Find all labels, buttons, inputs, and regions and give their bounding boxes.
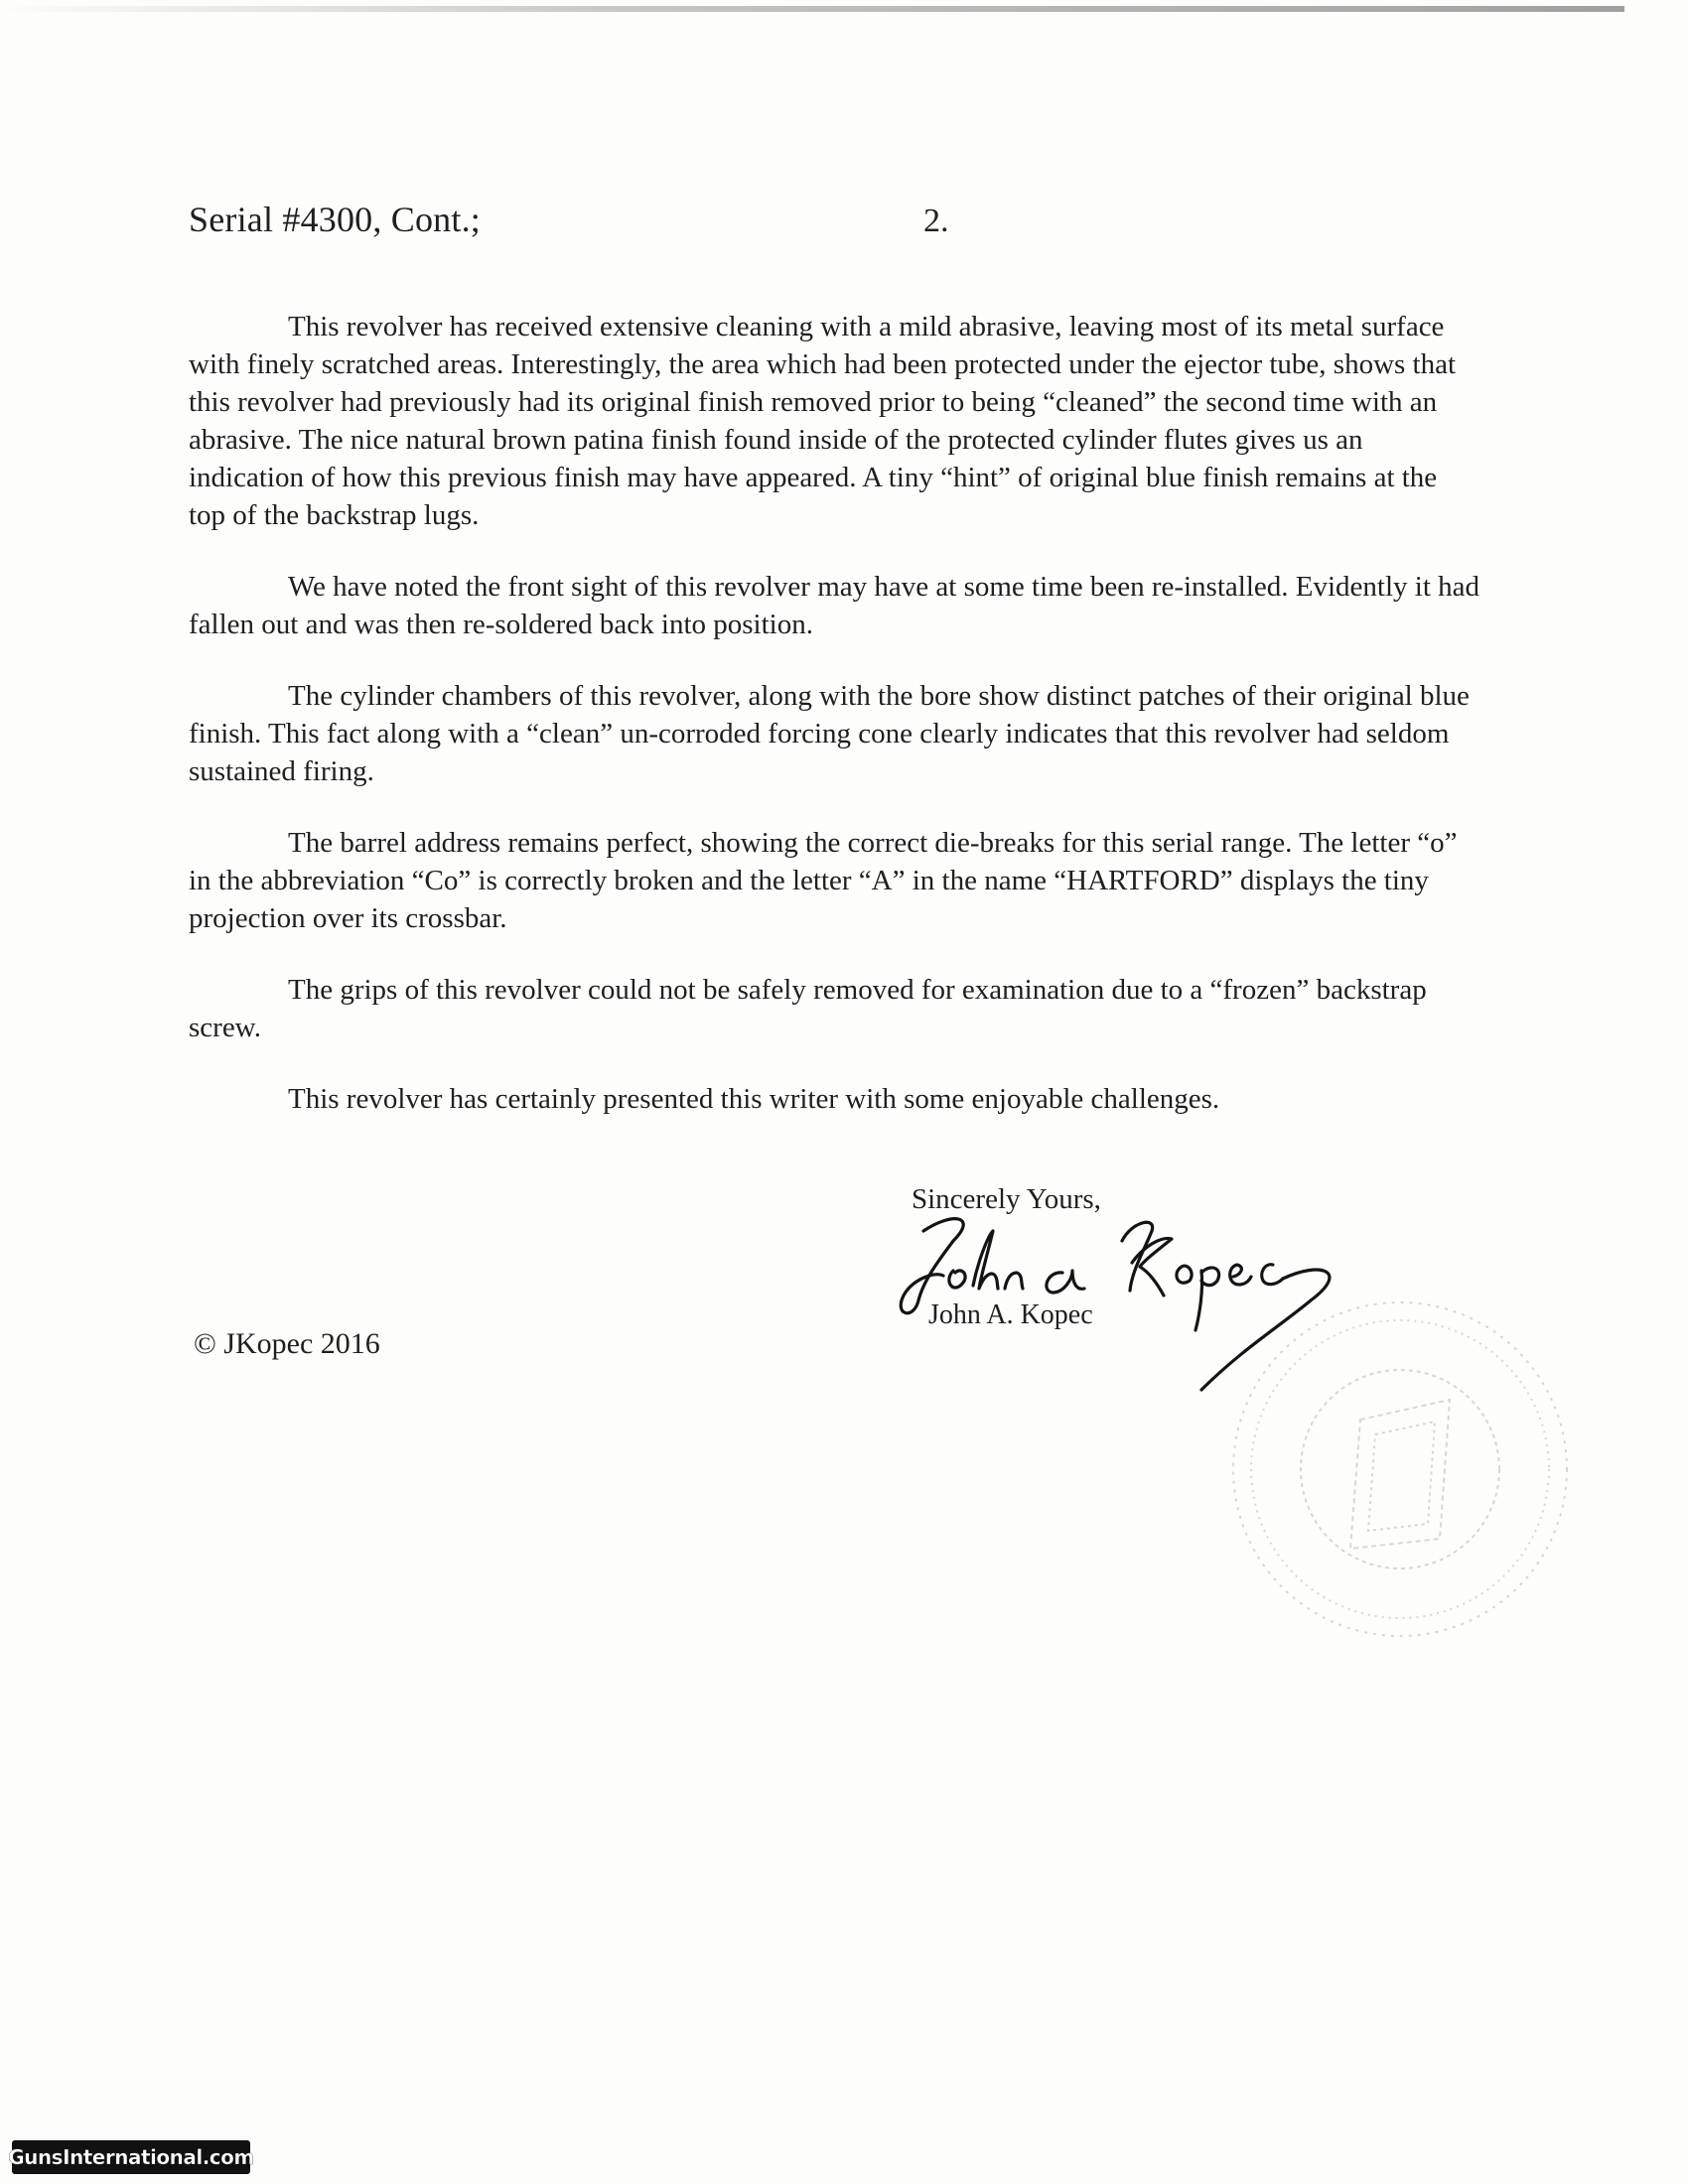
scan-edge-shadow (0, 6, 1624, 12)
paragraph-barrel-address: The barrel address remains perfect, showing the correct die-breaks for this serial range. The letter “o” in the abbreviation “Co” is correctly broken and the letter “A” in the name “HARTFORD” displays the tiny projection over its crossbar. (189, 827, 1458, 934)
signer-name: John A. Kopec (928, 1299, 1093, 1330)
closing-salutation: Sincerely Yours, (912, 1183, 1101, 1215)
paragraph-cleaning: This revolver has received extensive cleaning with a mild abrasive, leaving most of its metal surface with finely scratched areas. Interestingly, the area which had been protected under the ejector tube, shows that this revolver had previously had its original finish removed prior to being “cleaned” the second time with an abrasive. The nice natural brown patina finish found inside of the protected cylinder flutes gives us an indication of how this previous finish may have appeared. A tiny “hint” of original blue finish remains at the top of the backstrap lugs. (189, 311, 1457, 531)
paragraph-front-sight: We have noted the front sight of this revolver may have at some time been re-installed. Evidently it had fallen out and was then re-soldered back into position. (189, 571, 1480, 640)
copyright-notice: © JKopec 2016 (194, 1327, 380, 1360)
paragraph-conclusion: This revolver has certainly presented this writer with some enjoyable challenges. (288, 1083, 1220, 1115)
document-header: Serial #4300, Cont.; (189, 200, 481, 239)
embossed-seal-icon (1211, 1271, 1589, 1668)
paragraph-grips: The grips of this revolver could not be safely removed for examination due to a “frozen” backstrap screw. (189, 974, 1427, 1043)
page-number: 2. (923, 203, 949, 239)
watermark-text: GunsInternational.com (8, 2145, 254, 2169)
paragraph-cylinder-chambers: The cylinder chambers of this revolver, along with the bore show distinct patches of their original blue finish. This fact along with a “clean” un-corroded forcing cone clearly indicates that this revolver had seldom sustained firing. (189, 680, 1470, 787)
watermark-logo (8, 2140, 254, 2174)
letter-body (189, 308, 1479, 1152)
